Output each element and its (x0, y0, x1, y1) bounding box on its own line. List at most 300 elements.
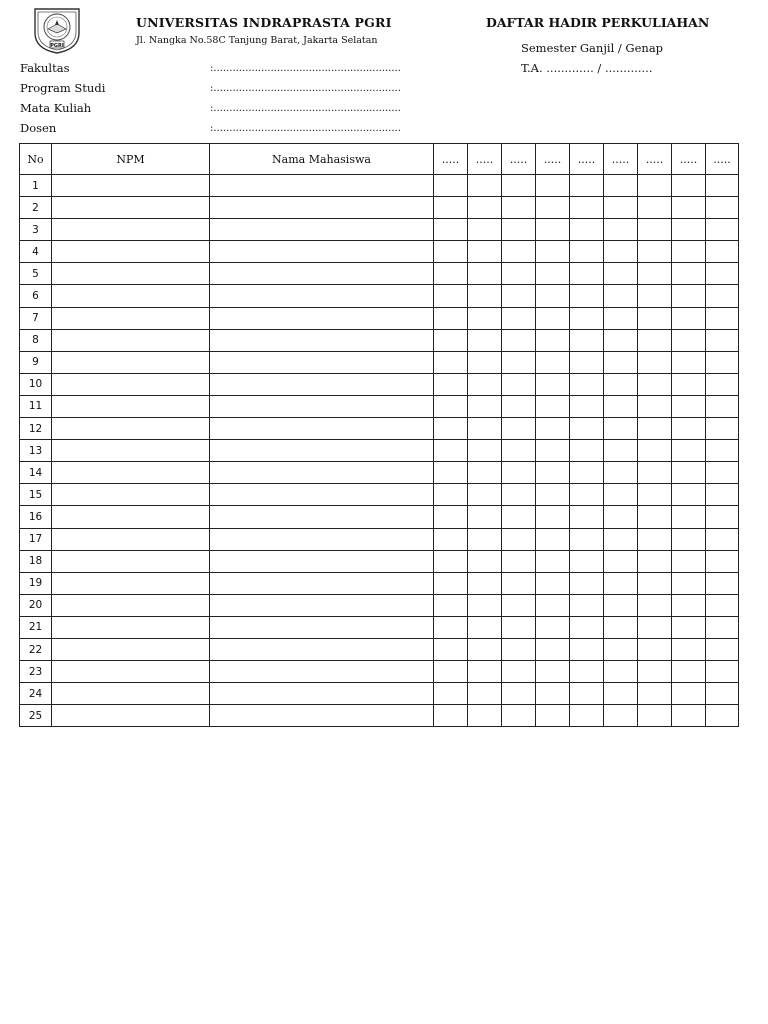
attendance-cell (570, 683, 604, 705)
attendance-cell (672, 705, 706, 727)
attendance-cell (434, 351, 468, 373)
attendance-cell (536, 550, 570, 572)
attendance-cell (468, 219, 502, 241)
faculty-label: Fakultas (20, 61, 70, 75)
attendance-cell (706, 329, 739, 351)
attendance-cell (570, 440, 604, 462)
attendance-cell (672, 285, 706, 307)
npm-cell (52, 705, 210, 727)
attendance-cell (638, 440, 672, 462)
attendance-cell (468, 550, 502, 572)
table-row (20, 484, 739, 506)
attendance-cell (536, 594, 570, 616)
table-row (20, 462, 739, 484)
university-address: Jl. Nangka No.58C Tanjung Barat, Jakarta Selatan (136, 35, 378, 46)
attendance-cell (536, 307, 570, 329)
attendance-cell (468, 197, 502, 219)
attendance-cell (536, 285, 570, 307)
attendance-cell (502, 440, 536, 462)
row-number: 13 (20, 440, 52, 462)
name-cell (210, 263, 434, 285)
program-field: :........................................................... (210, 83, 401, 94)
row-number: 21 (20, 616, 52, 638)
attendance-cell (570, 462, 604, 484)
attendance-cell (434, 197, 468, 219)
attendance-cell (434, 661, 468, 683)
attendance-cell (672, 462, 706, 484)
attendance-cell (434, 418, 468, 440)
attendance-cell (604, 550, 638, 572)
attendance-cell (468, 351, 502, 373)
attendance-cell (434, 616, 468, 638)
attendance-cell (604, 506, 638, 528)
attendance-cell (706, 594, 739, 616)
table-header-row (20, 144, 739, 175)
attendance-cell (638, 307, 672, 329)
attendance-cell (468, 506, 502, 528)
npm-cell (52, 263, 210, 285)
attendance-cell (604, 661, 638, 683)
attendance-cell (638, 219, 672, 241)
attendance-cell (604, 683, 638, 705)
attendance-cell (468, 462, 502, 484)
table-row (20, 263, 739, 285)
meeting-col-header: ..... (536, 144, 570, 175)
row-number: 23 (20, 661, 52, 683)
attendance-cell (570, 528, 604, 550)
attendance-cell (672, 418, 706, 440)
attendance-cell (434, 329, 468, 351)
table-row (20, 395, 739, 417)
col-name-header: Nama Mahasiswa (210, 144, 434, 175)
attendance-cell (672, 683, 706, 705)
attendance-cell (570, 418, 604, 440)
attendance-cell (570, 351, 604, 373)
attendance-cell (706, 638, 739, 660)
row-number: 8 (20, 329, 52, 351)
attendance-cell (672, 440, 706, 462)
row-number: 2 (20, 197, 52, 219)
name-cell (210, 329, 434, 351)
attendance-cell (672, 329, 706, 351)
npm-cell (52, 638, 210, 660)
table-row (20, 351, 739, 373)
attendance-cell (672, 263, 706, 285)
table-row (20, 638, 739, 660)
npm-cell (52, 418, 210, 440)
name-cell (210, 285, 434, 307)
attendance-cell (604, 197, 638, 219)
attendance-cell (502, 594, 536, 616)
attendance-cell (434, 462, 468, 484)
attendance-cell (536, 528, 570, 550)
row-number: 19 (20, 572, 52, 594)
attendance-cell (604, 373, 638, 395)
attendance-cell (536, 197, 570, 219)
attendance-cell (536, 705, 570, 727)
attendance-cell (468, 661, 502, 683)
attendance-cell (638, 528, 672, 550)
table-row (20, 594, 739, 616)
attendance-cell (570, 175, 604, 197)
attendance-cell (536, 418, 570, 440)
row-number: 25 (20, 705, 52, 727)
attendance-table (19, 143, 739, 727)
attendance-cell (706, 285, 739, 307)
attendance-cell (468, 285, 502, 307)
table-row (20, 307, 739, 329)
attendance-cell (604, 395, 638, 417)
row-number: 3 (20, 219, 52, 241)
attendance-cell (672, 594, 706, 616)
attendance-cell (638, 418, 672, 440)
attendance-cell (604, 175, 638, 197)
attendance-cell (502, 550, 536, 572)
attendance-cell (536, 484, 570, 506)
table-row (20, 528, 739, 550)
university-name: UNIVERSITAS INDRAPRASTA PGRI (136, 15, 392, 30)
course-label: Mata Kuliah (20, 101, 92, 115)
name-cell (210, 683, 434, 705)
attendance-cell (672, 616, 706, 638)
attendance-cell (536, 263, 570, 285)
meeting-col-header: ..... (638, 144, 672, 175)
row-number: 11 (20, 395, 52, 417)
document-title: DAFTAR HADIR PERKULIAHAN (486, 15, 710, 30)
name-cell (210, 572, 434, 594)
attendance-cell (706, 351, 739, 373)
attendance-cell (604, 462, 638, 484)
attendance-cell (706, 705, 739, 727)
attendance-cell (638, 329, 672, 351)
attendance-cell (604, 263, 638, 285)
table-row (20, 705, 739, 727)
name-cell (210, 528, 434, 550)
attendance-cell (706, 395, 739, 417)
attendance-cell (672, 351, 706, 373)
attendance-cell (672, 197, 706, 219)
attendance-cell (468, 263, 502, 285)
attendance-cell (536, 506, 570, 528)
attendance-cell (468, 175, 502, 197)
attendance-cell (502, 528, 536, 550)
meeting-col-header: ..... (672, 144, 706, 175)
table-row (20, 373, 739, 395)
attendance-cell (434, 572, 468, 594)
attendance-cell (502, 219, 536, 241)
table-row (20, 175, 739, 197)
attendance-cell (536, 241, 570, 263)
attendance-cell (570, 550, 604, 572)
attendance-cell (604, 638, 638, 660)
attendance-cell (672, 395, 706, 417)
attendance-cell (706, 175, 739, 197)
attendance-cell (706, 263, 739, 285)
row-number: 7 (20, 307, 52, 329)
attendance-cell (434, 175, 468, 197)
npm-cell (52, 241, 210, 263)
attendance-cell (638, 661, 672, 683)
attendance-cell (672, 638, 706, 660)
name-cell (210, 594, 434, 616)
row-number: 5 (20, 263, 52, 285)
attendance-cell (502, 351, 536, 373)
attendance-cell (434, 638, 468, 660)
attendance-cell (468, 683, 502, 705)
attendance-cell (570, 705, 604, 727)
npm-cell (52, 462, 210, 484)
row-number: 9 (20, 351, 52, 373)
meeting-col-header: ..... (570, 144, 604, 175)
name-cell (210, 462, 434, 484)
table-row (20, 285, 739, 307)
npm-cell (52, 307, 210, 329)
npm-cell (52, 484, 210, 506)
attendance-cell (536, 395, 570, 417)
attendance-cell (604, 484, 638, 506)
attendance-cell (468, 307, 502, 329)
attendance-cell (706, 418, 739, 440)
attendance-cell (468, 616, 502, 638)
table-row (20, 418, 739, 440)
col-npm-header: NPM (52, 144, 210, 175)
meeting-col-header: ..... (706, 144, 739, 175)
table-row (20, 506, 739, 528)
attendance-cell (706, 197, 739, 219)
attendance-cell (706, 462, 739, 484)
attendance-cell (638, 462, 672, 484)
attendance-cell (536, 175, 570, 197)
meeting-col-header: ..... (468, 144, 502, 175)
attendance-cell (468, 395, 502, 417)
attendance-cell (502, 307, 536, 329)
name-cell (210, 638, 434, 660)
attendance-cell (570, 572, 604, 594)
attendance-cell (604, 418, 638, 440)
attendance-cell (502, 484, 536, 506)
npm-cell (52, 329, 210, 351)
npm-cell (52, 373, 210, 395)
attendance-cell (638, 197, 672, 219)
attendance-cell (638, 683, 672, 705)
attendance-cell (536, 616, 570, 638)
attendance-cell (502, 638, 536, 660)
table-row (20, 683, 739, 705)
attendance-cell (604, 219, 638, 241)
table-row (20, 550, 739, 572)
attendance-cell (672, 373, 706, 395)
meeting-col-header: ..... (434, 144, 468, 175)
attendance-cell (706, 572, 739, 594)
attendance-cell (468, 373, 502, 395)
name-cell (210, 351, 434, 373)
name-cell (210, 373, 434, 395)
attendance-cell (638, 484, 672, 506)
attendance-cell (604, 594, 638, 616)
table-row (20, 329, 739, 351)
attendance-cell (502, 329, 536, 351)
attendance-cell (468, 572, 502, 594)
program-label: Program Studi (20, 81, 106, 95)
attendance-cell (570, 638, 604, 660)
attendance-cell (638, 263, 672, 285)
attendance-cell (502, 285, 536, 307)
attendance-cell (706, 616, 739, 638)
university-logo (30, 5, 84, 55)
row-number: 4 (20, 241, 52, 263)
name-cell (210, 506, 434, 528)
table-row (20, 661, 739, 683)
row-number: 1 (20, 175, 52, 197)
attendance-cell (536, 329, 570, 351)
table-row (20, 197, 739, 219)
attendance-cell (672, 528, 706, 550)
attendance-cell (638, 550, 672, 572)
name-cell (210, 616, 434, 638)
attendance-cell (672, 484, 706, 506)
attendance-cell (502, 683, 536, 705)
table-row (20, 440, 739, 462)
npm-cell (52, 285, 210, 307)
attendance-cell (434, 506, 468, 528)
npm-cell (52, 440, 210, 462)
attendance-cell (638, 572, 672, 594)
row-number: 16 (20, 506, 52, 528)
attendance-cell (570, 594, 604, 616)
attendance-cell (638, 638, 672, 660)
row-number: 18 (20, 550, 52, 572)
attendance-cell (570, 506, 604, 528)
attendance-cell (604, 616, 638, 638)
meeting-col-header: ..... (502, 144, 536, 175)
attendance-cell (570, 263, 604, 285)
attendance-cell (706, 528, 739, 550)
attendance-cell (638, 616, 672, 638)
attendance-cell (434, 683, 468, 705)
attendance-cell (570, 661, 604, 683)
attendance-cell (570, 395, 604, 417)
lecturer-field: :........................................................... (210, 123, 401, 134)
attendance-cell (706, 661, 739, 683)
course-field: :........................................................... (210, 103, 401, 114)
attendance-cell (604, 705, 638, 727)
npm-cell (52, 395, 210, 417)
attendance-cell (706, 683, 739, 705)
col-no-header: No (20, 144, 52, 175)
name-cell (210, 395, 434, 417)
npm-cell (52, 351, 210, 373)
attendance-cell (468, 528, 502, 550)
attendance-cell (434, 594, 468, 616)
attendance-cell (502, 241, 536, 263)
table-row (20, 219, 739, 241)
name-cell (210, 661, 434, 683)
attendance-cell (536, 462, 570, 484)
npm-cell (52, 594, 210, 616)
attendance-cell (570, 219, 604, 241)
attendance-cell (604, 440, 638, 462)
attendance-cell (434, 528, 468, 550)
attendance-cell (536, 661, 570, 683)
semester-line: Semester Ganjil / Genap (521, 41, 664, 55)
attendance-cell (468, 418, 502, 440)
attendance-cell (502, 263, 536, 285)
academic-year-line: T.A. ............. / ............. (521, 61, 653, 75)
attendance-cell (536, 219, 570, 241)
attendance-cell (434, 373, 468, 395)
npm-cell (52, 219, 210, 241)
attendance-cell (672, 661, 706, 683)
attendance-cell (434, 440, 468, 462)
name-cell (210, 197, 434, 219)
row-number: 24 (20, 683, 52, 705)
attendance-cell (706, 373, 739, 395)
attendance-cell (638, 285, 672, 307)
attendance-cell (570, 616, 604, 638)
attendance-cell (638, 395, 672, 417)
name-cell (210, 705, 434, 727)
attendance-cell (604, 241, 638, 263)
row-number: 17 (20, 528, 52, 550)
attendance-cell (604, 285, 638, 307)
npm-cell (52, 550, 210, 572)
attendance-cell (434, 307, 468, 329)
attendance-cell (638, 594, 672, 616)
attendance-cell (638, 373, 672, 395)
attendance-cell (434, 484, 468, 506)
attendance-cell (638, 175, 672, 197)
npm-cell (52, 197, 210, 219)
attendance-cell (536, 440, 570, 462)
row-number: 12 (20, 418, 52, 440)
attendance-cell (434, 263, 468, 285)
attendance-cell (706, 484, 739, 506)
name-cell (210, 241, 434, 263)
attendance-cell (502, 661, 536, 683)
attendance-cell (672, 175, 706, 197)
attendance-cell (502, 197, 536, 219)
row-number: 10 (20, 373, 52, 395)
attendance-cell (604, 351, 638, 373)
npm-cell (52, 616, 210, 638)
attendance-cell (468, 638, 502, 660)
attendance-cell (570, 329, 604, 351)
attendance-cell (672, 219, 706, 241)
attendance-cell (536, 373, 570, 395)
attendance-cell (638, 351, 672, 373)
attendance-cell (502, 506, 536, 528)
attendance-cell (502, 572, 536, 594)
attendance-cell (672, 572, 706, 594)
npm-cell (52, 661, 210, 683)
npm-cell (52, 572, 210, 594)
attendance-cell (502, 418, 536, 440)
attendance-cell (638, 506, 672, 528)
table-row (20, 572, 739, 594)
logo-text: PGRI (50, 43, 64, 49)
attendance-cell (434, 285, 468, 307)
attendance-cell (706, 550, 739, 572)
table-row (20, 616, 739, 638)
attendance-cell (604, 329, 638, 351)
attendance-cell (434, 705, 468, 727)
attendance-cell (638, 705, 672, 727)
attendance-cell (502, 175, 536, 197)
attendance-cell (604, 307, 638, 329)
npm-cell (52, 528, 210, 550)
name-cell (210, 175, 434, 197)
attendance-cell (468, 241, 502, 263)
